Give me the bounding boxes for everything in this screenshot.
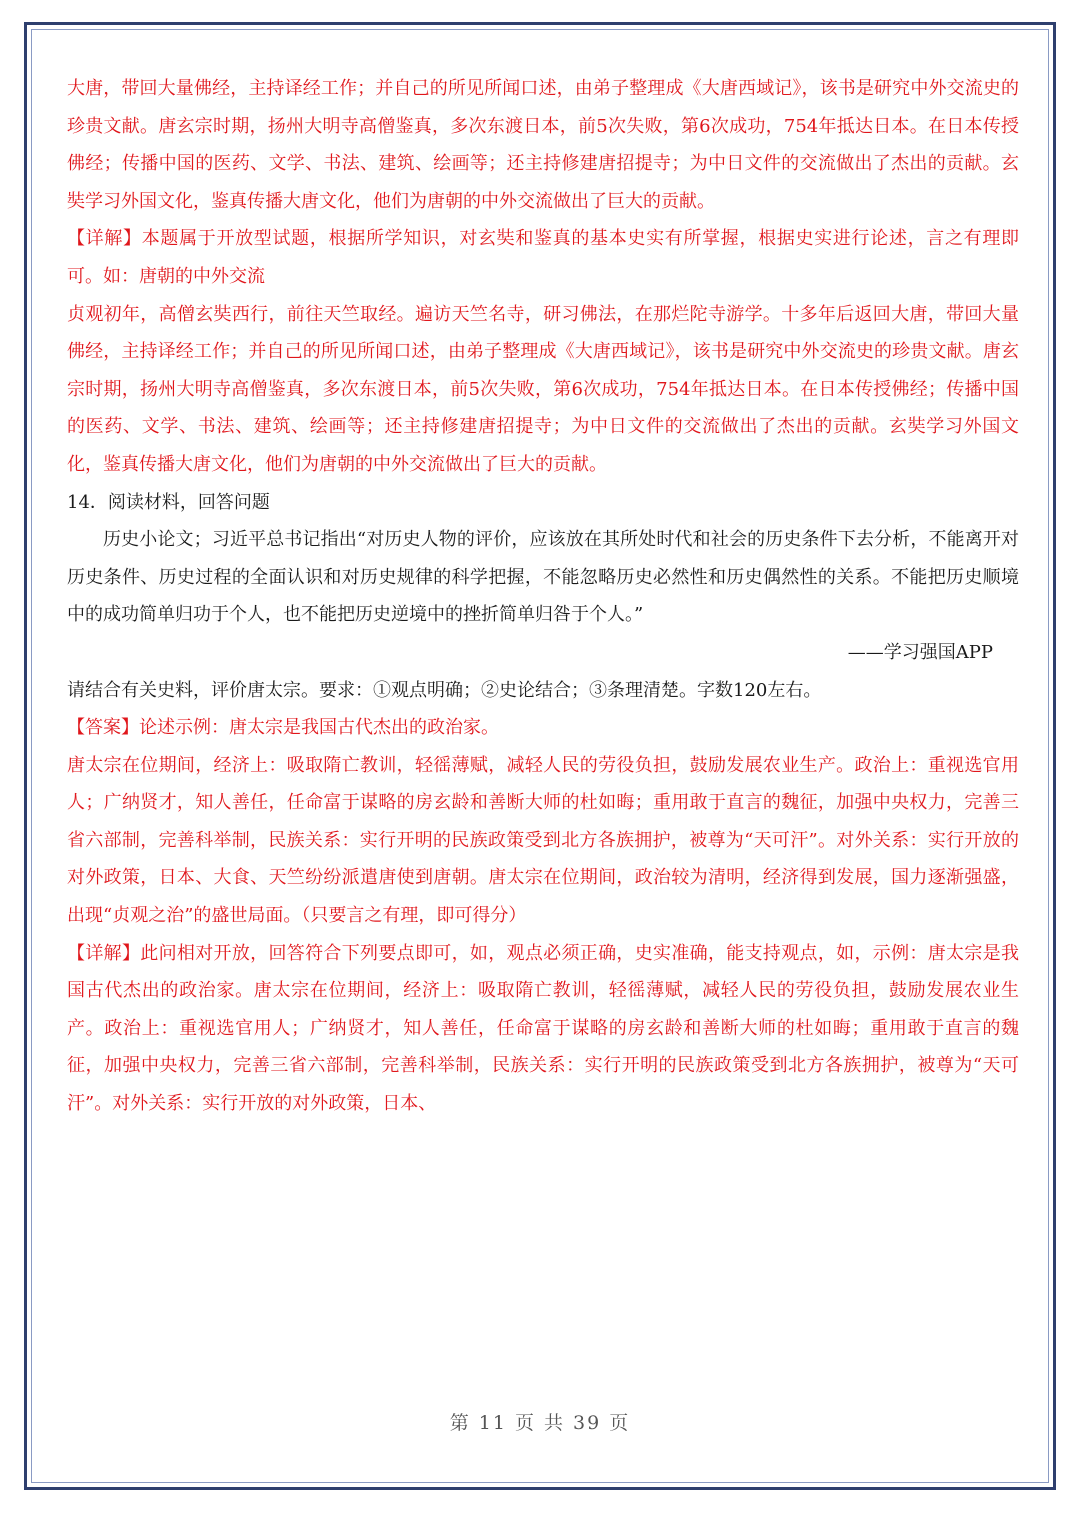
detailed-explanation: 【详解】此问相对开放，回答符合下列要点即可，如，观点必须正确，史实准确，能支持观点，如，示例：唐太宗是我国古代杰出的政治家。唐太宗在位期间，经济上：吸取隋亡教训，轻徭薄赋，减轻人民的劳役负担，鼓励发展农业生产。政治上：重视选官用人；广纳贤才，知人善任，任命富于谋略的房玄龄和善断大师的杜如晦；重用敢于直言的魏征，加强中央权力，完善三省六部制，完善科举制，民族关系：实行开明的民族政策受到北方各族拥护，被尊为“天可汗”。对外关系：实行开放的对外政策，日本、 [67,942,1019,1115]
answer-continuation-paragraph: 大唐，带回大量佛经，主持译经工作；并自己的所见所闻口述，由弟子整理成《大唐西域记》，该书是研究中外交流史的珍贵文献。唐玄宗时期，扬州大明寺高僧鉴真，多次东渡日本，前5次失败，第6次成功，754年抵达日本。在日本传授佛经；传播中国的医药、文学、书法、建筑、绘画等；还主持修建唐招提寺；为中日文件的交流做出了杰出的贡献。玄奘学习外国文化，鉴真传播大唐文化，他们为唐朝的中外交流做出了巨大的贡献。 [67,78,1019,212]
explanation-body-paragraph: 贞观初年，高僧玄奘西行，前往天竺取经。遍访天竺名寺，研习佛法，在那烂陀寺游学。十多年后返回大唐，带回大量佛经，主持译经工作；并自己的所见所闻口述，由弟子整理成《大唐西域记》，该书是研究中外交流史的珍贵文献。唐玄宗时期，扬州大明寺高僧鉴真，多次东渡日本，前5次失败，第6次成功，754年抵达日本。在日本传授佛经；传播中国的医药、文学、书法、建筑、绘画等；还主持修建唐招提寺；为中日文件的交流做出了杰出的贡献。玄奘学习外国文化，鉴真传播大唐文化，他们为唐朝的中外交流做出了巨大的贡献。 [67,303,1019,475]
document-body [67,70,1019,1123]
question-14-prompt: 请结合有关史料，评价唐太宗。要求：①观点明确；②史论结合；③条理清楚。字数120左右。 [67,679,822,701]
answer-heading: 【答案】论述示例：唐太宗是我国古代杰出的政治家。 [67,717,499,739]
question-14-title: 14．阅读材料，回答问题 [67,491,270,513]
explanation-heading-paragraph: 【详解】本题属于开放型试题，根据所学知识，对玄奘和鉴真的基本史实有所掌握，根据史实进行论述，言之有理即可。如：唐朝的中外交流 [67,228,1019,287]
question-14-material: 历史小论文；习近平总书记指出“对历史人物的评价，应该放在其所处时代和社会的历史条件下去分析，不能离开对历史条件、历史过程的全面认识和对历史规律的科学把握，不能忽略历史必然性和历史偶然性的关系。不能把历史顺境中的成功简单归功于个人，也不能把历史逆境中的挫折简单归咎于个人。” [67,529,1019,626]
answer-body: 唐太宗在位期间，经济上：吸取隋亡教训，轻徭薄赋，减轻人民的劳役负担，鼓励发展农业生产。政治上：重视选官用人；广纳贤才，知人善任，任命富于谋略的房玄龄和善断大师的杜如晦；重用敢于直言的魏征，加强中央权力，完善三省六部制，完善科举制，民族关系：实行开明的民族政策受到北方各族拥护，被尊为“天可汗”。对外关系：实行开放的对外政策，日本、大食、天竺纷纷派遣唐使到唐朝。唐太宗在位期间，政治较为清明，经济得到发展，国力逐渐强盛，出现“贞观之治”的盛世局面。（只要言之有理，即可得分） [67,754,1019,927]
material-source: ——学习强国APP [847,641,993,663]
page-number-footer: 第 11 页 共 39 页 [449,1412,631,1434]
